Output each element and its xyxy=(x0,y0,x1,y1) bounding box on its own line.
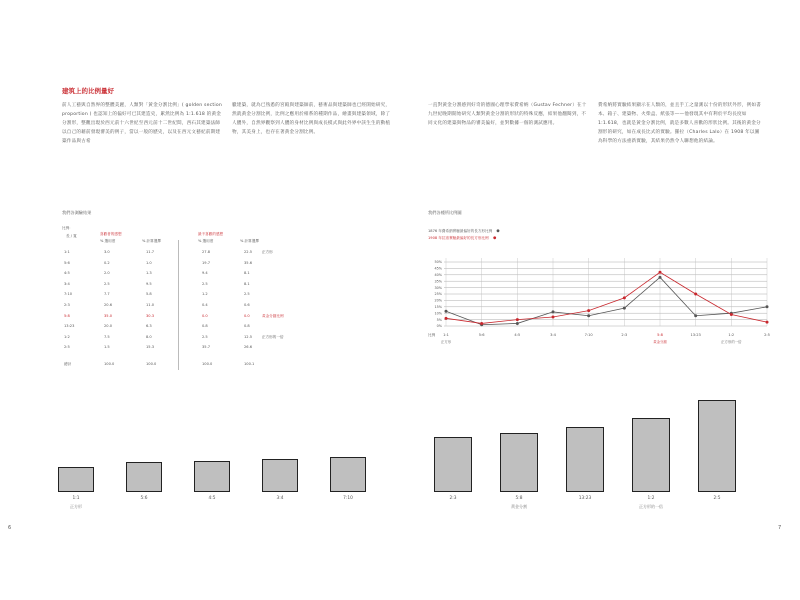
table-col-b: % 計算選擇 xyxy=(142,239,161,243)
table-cell-c: 19.7 xyxy=(202,260,211,265)
x-tick-label: 1:2 xyxy=(728,333,735,337)
table-total-d: 100.1 xyxy=(244,362,255,366)
y-tick-label: 15% xyxy=(434,305,442,309)
bar-sublabel: 正方形 xyxy=(70,504,82,509)
right-bar-chart xyxy=(412,390,772,530)
table-cell-d: 0.8 xyxy=(244,324,250,329)
bar-label: 7:10 xyxy=(343,496,353,501)
table-cell-d: 22.5 xyxy=(244,250,253,254)
series-point xyxy=(445,317,448,320)
table-cell-b: 11.7 xyxy=(146,250,155,254)
y-tick-label: 0% xyxy=(436,324,442,329)
x-tick-label: 13:23 xyxy=(690,333,701,337)
table-col-c: % 選用度 xyxy=(198,239,214,243)
y-tick-label: 40% xyxy=(434,273,442,277)
table-cell-a: 7.7 xyxy=(104,292,110,297)
table-cell-ratio: 4:5 xyxy=(64,271,70,276)
series-point xyxy=(516,322,519,325)
table-header-ratio-sub: 長 / 寬 xyxy=(66,234,77,238)
ratio-bar xyxy=(500,433,538,492)
ratio-bar xyxy=(632,418,670,492)
table-group-1: 喜歡者的感想 xyxy=(100,232,122,236)
table-cell-ratio: 1:2 xyxy=(64,334,70,339)
table-cell-ratio: 2:5 xyxy=(64,345,70,350)
table-cell-a: 20.6 xyxy=(104,303,113,307)
table-cell-ratio: 13:23 xyxy=(64,324,75,329)
y-tick-label: 20% xyxy=(434,298,442,303)
table-total-a: 100.0 xyxy=(104,362,115,366)
bar-label: 1:1 xyxy=(72,496,80,501)
series-point xyxy=(516,318,519,321)
ratio-bar xyxy=(698,400,736,492)
table-total-ratio: 總計 xyxy=(64,362,72,366)
table-cell-d: 35.6 xyxy=(244,260,253,265)
table-cell-c: 0.8 xyxy=(202,324,208,329)
series-point xyxy=(766,305,769,308)
table-group-2: 最不喜歡的感想 xyxy=(198,232,224,236)
table-cell-note: 正方形的一倍 xyxy=(262,334,284,339)
chart-title: 我們各種所比例圖 xyxy=(428,210,462,215)
bar-label: 13:23 xyxy=(578,496,592,501)
table-cell-c: 9.4 xyxy=(202,271,208,276)
series-point xyxy=(445,310,448,313)
legend-marker xyxy=(497,229,500,232)
series-point xyxy=(694,314,697,317)
table-cell-c: 2.5 xyxy=(202,334,208,339)
x-tick-note: 正方形 xyxy=(440,340,452,344)
right-paragraph-2: 費希納將實驗結果顯示在人類的，並且手工之量測以十份的形狀外形，例如書本、箱子、建築物、火柴盒、紙張等——他發現其中有利於平均長度如 1:1.618，也就是黃金分割比例，就是多數人喜歡的形狀比例。其後的黃金分割形的研究，如在成長比式的實驗。羅拉（Charles Lalo）在 1908 年以圖為科學的方法重新實驗，其結果仍然令人聯想他的結論。 xyxy=(598,103,761,144)
table-cell-d: 2.5 xyxy=(244,292,250,297)
left-paragraph-1: 前人工藝與自然界的整體美麗，人類對「黃金分割比例」( golden section proportion ) 也認知上的偏好可已其建造史，累然比例為 1:1.618 的黃金分割形，整觀出現於西元前十六世紀至西元前十二世紀間，西石其建築法師以自己的藉前發現審美的例子，當以一般的歷史，以及在西元文藝紀前期建築作品與古希 xyxy=(62,103,222,144)
table-divider xyxy=(178,240,179,370)
ratio-bar xyxy=(58,467,94,492)
table-cell-d: 0.6 xyxy=(244,303,250,307)
section-heading: 建筑上的比例量好 xyxy=(62,87,114,95)
table-cell-ratio: 3:4 xyxy=(64,281,70,286)
table-cell-a: 7.5 xyxy=(104,334,110,339)
ratio-bar xyxy=(566,427,604,492)
x-tick-label: 1:1 xyxy=(443,333,449,337)
bar-label: 3:4 xyxy=(276,496,284,501)
table-cell-b: 1.3 xyxy=(146,271,152,276)
table-cell-a: 35.0 xyxy=(104,313,113,318)
y-tick-label: 35% xyxy=(434,279,442,284)
table-cell-b: 1.0 xyxy=(146,260,152,265)
table-cell-b: 5.8 xyxy=(146,292,152,297)
table-cell-ratio: 5:6 xyxy=(64,260,70,265)
table-cell-c: 0.4 xyxy=(202,303,208,307)
series-point xyxy=(552,316,555,319)
series-point xyxy=(623,307,626,310)
table-cell-a: 1.5 xyxy=(104,345,110,350)
x-tick-label: 3:4 xyxy=(550,333,556,337)
table-cell-ratio: 5:8 xyxy=(64,313,70,318)
series-point xyxy=(480,322,483,325)
page-number-left: 6 xyxy=(8,525,12,531)
table-col-d: % 計算選擇 xyxy=(240,239,259,243)
series-line xyxy=(446,277,767,324)
y-tick-label: 5% xyxy=(436,317,442,322)
table-title: 我們各測驗結果 xyxy=(62,210,92,215)
table-cell-ratio: 1:1 xyxy=(64,250,70,254)
table-cell-d: 8.1 xyxy=(244,271,250,276)
x-tick-label: 4:5 xyxy=(514,333,521,337)
legend-marker xyxy=(493,236,496,239)
left-bar-chart xyxy=(40,420,400,530)
x-tick-label: 2:5 xyxy=(764,333,770,337)
legend-entry: 1908 年拉洛實驗最偏好的長方形比例 xyxy=(428,236,489,240)
table-cell-b: 15.3 xyxy=(146,345,155,350)
table-cell-c: 2.5 xyxy=(202,281,208,286)
series-point xyxy=(766,321,769,324)
x-tick-label: 5:8 xyxy=(657,333,663,337)
table-total-c: 100.0 xyxy=(202,362,213,366)
x-axis-label: 比例 xyxy=(428,333,436,337)
table-cell-c: 27.8 xyxy=(202,250,211,254)
y-tick-label: 45% xyxy=(434,266,442,271)
left-paragraph-2: 臘建築，就為已熟悉的宮殿與建築師前，藝術品與建築師也已經開始研究，然就黃金分割比例，比例之應用於相系的種期作品，繪畫與建築領域，除了人體外，自然界觀察到人體的身材比例與成長模式與此外界中該生生的動植物，其美身上，也存在著黃金分割比例。 xyxy=(232,103,391,135)
y-tick-label: 10% xyxy=(434,311,442,316)
ratio-bar xyxy=(262,459,298,492)
table-cell-b: 30.3 xyxy=(146,313,155,318)
x-tick-label: 2:3 xyxy=(621,333,628,337)
legend-entry: 1876 年費希納實驗最偏好的長方形比例 xyxy=(428,229,493,233)
table-cell-c: 35.7 xyxy=(202,345,211,350)
table-cell-d: 8.1 xyxy=(244,281,250,286)
table-cell-a: 0.2 xyxy=(104,260,110,265)
series-point xyxy=(587,314,590,317)
table-cell-d: 12.5 xyxy=(244,334,253,339)
table-cell-d: 0.0 xyxy=(244,313,250,318)
series-line xyxy=(446,272,767,323)
results-table xyxy=(62,226,392,376)
y-tick-label: 30% xyxy=(434,285,442,290)
series-point xyxy=(730,313,733,316)
table-cell-a: 2.0 xyxy=(104,271,110,276)
series-point xyxy=(587,309,590,312)
series-point xyxy=(552,310,555,313)
table-header-ratio: 比例： xyxy=(62,226,73,230)
bar-label: 2:3 xyxy=(449,496,457,501)
ratio-bar xyxy=(194,461,230,492)
bar-label: 1:2 xyxy=(647,496,655,501)
page-number-right: 7 xyxy=(778,525,782,531)
series-point xyxy=(659,271,662,274)
table-cell-b: 11.0 xyxy=(146,303,155,307)
x-tick-note: 正方形的一倍 xyxy=(721,340,742,344)
table-cell-c: 1.2 xyxy=(202,292,208,297)
table-cell-c: 0.0 xyxy=(202,313,208,318)
table-cell-d: 26.6 xyxy=(244,345,253,350)
bar-sublabel: 黃金分割 xyxy=(511,504,527,509)
right-paragraph-1: 一直對黃金分割感到好奇的德國心理學家費希納（Gustav Fechner）在十九世紀晚期開始研究人類對黃金分割的形狀的特殊反應，結果他翻閱到，不同文化的建築與物品的審美偏好，並對數據一個的測試應用。 xyxy=(428,103,587,126)
table-cell-b: 9.5 xyxy=(146,281,152,286)
table-cell-a: 20.0 xyxy=(104,324,113,329)
bar-sublabel: 正方形的一倍 xyxy=(639,504,663,509)
series-point xyxy=(694,293,697,296)
table-cell-note: 正方形 xyxy=(262,250,273,254)
series-point xyxy=(623,296,626,299)
table-col-a: % 選用度 xyxy=(100,239,116,243)
bar-label: 5:6 xyxy=(140,496,148,501)
table-cell-b: 6.3 xyxy=(146,324,152,329)
x-tick-label: 5:6 xyxy=(478,333,485,337)
table-cell-a: 3.0 xyxy=(104,250,110,254)
bar-label: 4:5 xyxy=(208,496,216,501)
table-cell-note: 黃金分割比例 xyxy=(262,313,284,318)
ratio-bar xyxy=(126,462,162,492)
x-tick-label: 7:10 xyxy=(584,333,593,337)
preference-line-chart xyxy=(412,222,782,352)
table-total-b: 100.0 xyxy=(146,362,157,366)
ratio-bar xyxy=(434,437,472,492)
y-tick-label: 50% xyxy=(434,260,442,265)
table-cell-ratio: 2:3 xyxy=(64,303,70,307)
table-cell-ratio: 7:10 xyxy=(64,292,73,297)
table-cell-b: 8.0 xyxy=(146,334,152,339)
bar-label: 5:8 xyxy=(515,496,523,501)
y-tick-label: 25% xyxy=(434,292,442,297)
x-tick-note: 黃金分割 xyxy=(653,340,667,344)
bar-label: 2:5 xyxy=(713,496,721,501)
ratio-bar xyxy=(330,457,366,492)
table-cell-a: 2.5 xyxy=(104,281,110,286)
series-point xyxy=(659,276,662,279)
